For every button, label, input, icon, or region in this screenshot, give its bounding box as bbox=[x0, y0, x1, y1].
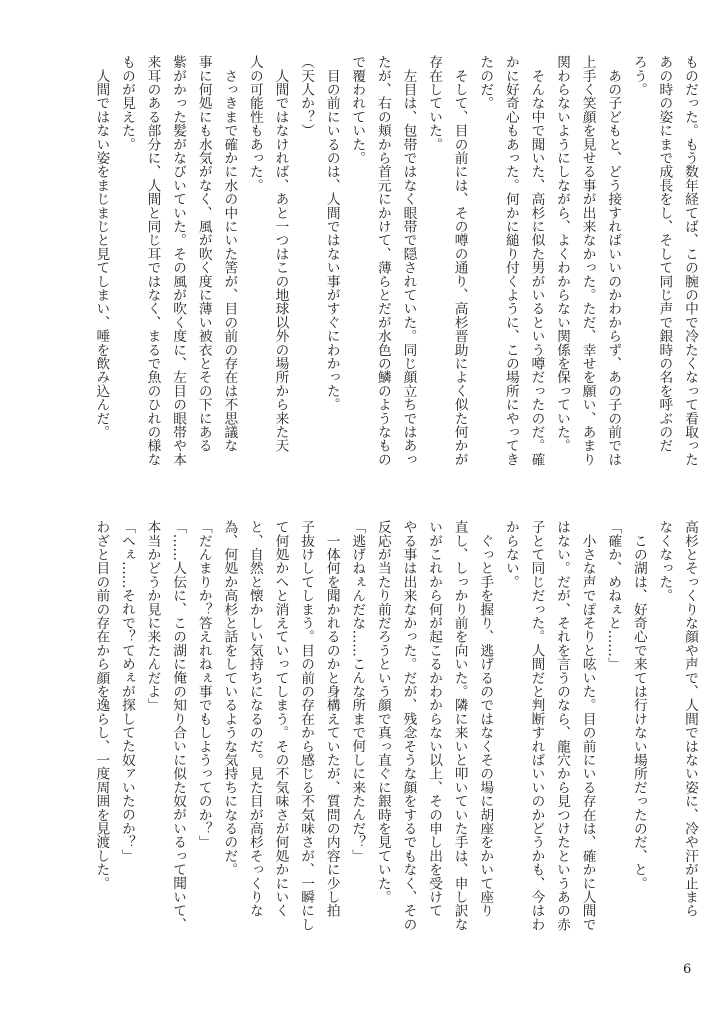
text-line: たが、右の頬から首元にかけて、薄らとだが水色の鱗のようなもの bbox=[374, 55, 391, 466]
text-line: 事に何処にも水気がなく、風が吹く度に薄い被衣とその下にある bbox=[195, 55, 212, 453]
text-line: 反応が当たり前だろうという顔で真っ直ぐに銀時を見ていた。 bbox=[374, 520, 391, 904]
text-line: 関わらないようにしながら、よくわからない関係を保っていた。 bbox=[554, 55, 571, 453]
text-line: ものが見えた。 bbox=[118, 55, 135, 151]
text-block-top bbox=[88, 55, 702, 485]
text-line: さっきまで確かに水の中にいた筈が、目の前の存在は不思議な bbox=[221, 55, 238, 453]
text-line: 為、何処か高杉と話をしているような気持ちになるのだ。 bbox=[221, 520, 238, 877]
text-line: 「……人伝に、この湖に俺の知り合いに似た奴がいるって聞いて、 bbox=[170, 520, 187, 931]
text-line: 目の前にいるのは、人間ではない事がすぐにわかった。 bbox=[323, 55, 340, 412]
text-line: あの時の姿にまで成長をし、そして同じ声で銀時の名を呼ぶのだ bbox=[656, 55, 673, 453]
text-line: たのだ。 bbox=[477, 55, 494, 110]
text-line: 「だんまりか？答えれねぇ事でもしようってのか？」 bbox=[195, 520, 212, 849]
text-line: はない。だが、それを言うのなら、龍穴から見つけたというあの赤 bbox=[554, 520, 571, 931]
text-line: 高杉とそっくりな顔や声で、人間ではない姿に、冷や汗が止まら bbox=[682, 520, 698, 918]
text-line: いがこれから何が起こるかわからない以上、その申し出を受けて bbox=[426, 520, 443, 918]
text-line: 来耳のある部分に、人間と同じ耳ではなく、まるで魚のひれの様な bbox=[144, 55, 161, 466]
text-line: かに好奇心もあった。何かに縋り付くように、この場所にやってき bbox=[502, 55, 519, 466]
text-line: 子とて同じだった。人間だと判断すればいいのかどうかも、今はわ bbox=[528, 520, 545, 931]
text-line: 本当かどうか見に来たんだよ」 bbox=[144, 520, 161, 712]
text-line: 紫がかった髪がなびいていた。その風が吹く度に、左目の眼帯や本 bbox=[170, 55, 187, 466]
text-line: そして、目の前には、その噂の通り、高杉晋助によく似た何かが bbox=[451, 55, 468, 466]
text-line: 小さな声でぽそりと呟いた。目の前にいる存在は、確かに人間で bbox=[579, 520, 596, 931]
page-number: 6 bbox=[683, 962, 692, 977]
text-line: 「へぇ……それで？てめぇが探してた奴ァいたのか？」 bbox=[118, 520, 135, 863]
text-line: ろう。 bbox=[630, 55, 647, 97]
text-line: で覆われていた。 bbox=[349, 55, 366, 165]
text-line: 人間ではない姿をまじまじと見てしまい、唾を飲み込んだ。 bbox=[93, 55, 110, 439]
text-line: 子抜けしてしまう。目の前の存在から感じる不気味さが、一瞬にし bbox=[298, 520, 315, 931]
text-line: そんな中で聞いた、高杉に似た男がいるという噂だったのだ。確 bbox=[528, 55, 545, 466]
text-line: （天人か？） bbox=[298, 55, 315, 138]
text-line: あの子どもと、どう接すればいいのかわからず、あの子の前では bbox=[605, 55, 622, 466]
text-line: 上手く笑顔を見せる事が出来なかった。ただ、幸せを願い、あまり bbox=[579, 55, 596, 466]
text-line: 存在していた。 bbox=[426, 55, 443, 151]
text-line: からない。 bbox=[502, 520, 519, 589]
text-line: と、自然と懐かしい気持ちになるのだ。見た目が高杉そっくりな bbox=[246, 520, 263, 918]
text-line: わざと目の前の存在から顔を逸らし、一度周囲を見渡した。 bbox=[93, 520, 110, 890]
text-line: なくなった。 bbox=[656, 520, 673, 603]
text-line: 人の可能性もあった。 bbox=[246, 55, 263, 192]
text-line: 一体何を聞かれるのかと身構えていたが、質問の内容に少し拍 bbox=[323, 520, 340, 918]
text-line: 人間ではなければ、あと一つはこの地球以外の場所から来た天 bbox=[272, 55, 289, 453]
text-line: ぐっと手を握り、逃げるのではなくその場に胡座をかいて座り bbox=[477, 520, 494, 918]
text-line: 直し、しっかり前を向いた。隣に来いと叩いていた手は、申し訳な bbox=[451, 520, 468, 931]
text-line: て何処かへと消えていってしまう。その不気味さが何処かにいく bbox=[272, 520, 289, 918]
text-line: 「確か、めねぇと……」 bbox=[605, 520, 622, 671]
text-line: 左目は、包帯ではなく眼帯で隠されていた。同じ顔立ちではあっ bbox=[400, 55, 417, 466]
text-line: この湖は、好奇心で来ては行けない場所だったのだ、と。 bbox=[630, 520, 647, 890]
text-line: 「逃げねぇんだな……こんな所まで何しに来たんだ？」 bbox=[349, 520, 366, 863]
text-line: やる事は出来なかった。だが、残念そうな顔をするでもなく、その bbox=[400, 520, 417, 931]
text-line: ものだった。もう数年経てば、この腕の中で冷たくなって看取った bbox=[682, 55, 698, 466]
text-block-bottom bbox=[88, 520, 702, 940]
